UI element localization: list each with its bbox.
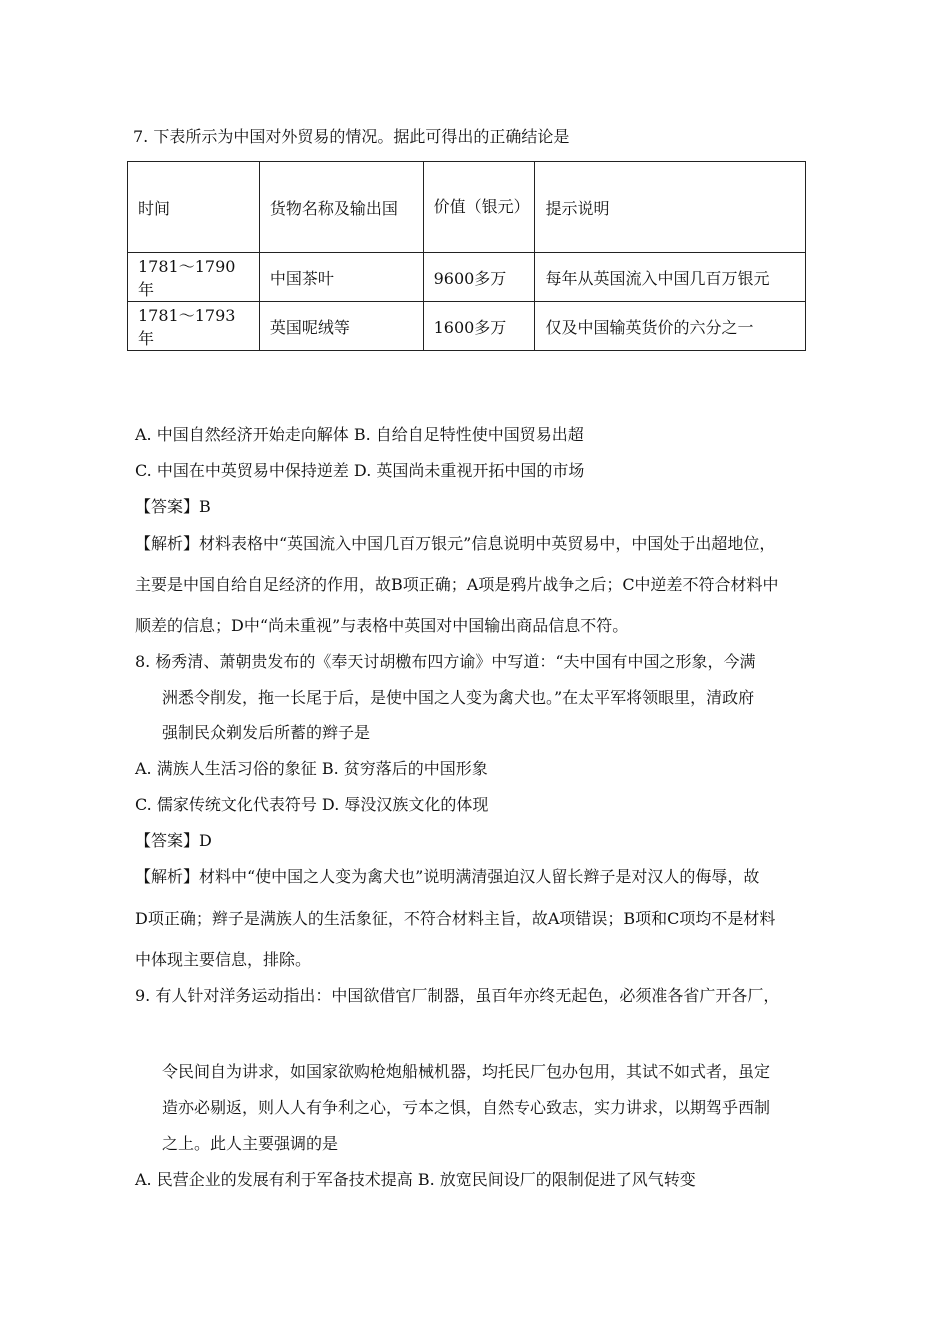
- q9-stem-line: 9. 有人针对洋务运动指出：中国欲借官厂制器，虽百年亦终无起色，必须准各省广开各厂，: [135, 986, 780, 1005]
- q8-stem-line: 洲悉令削发，拖一长尾于后，是使中国之人变为禽犬也。”在太平军将领眼里，清政府: [162, 688, 755, 707]
- table-cell: 1781～1793年: [128, 302, 260, 351]
- table-row: [128, 302, 806, 351]
- q8-stem-line: 强制民众剃发后所蓄的辫子是: [162, 723, 371, 742]
- table-cell: 中国茶叶: [259, 253, 423, 302]
- q9-stem-line: 之上。此人主要强调的是: [162, 1134, 339, 1153]
- q7-options-ab: A. 中国自然经济开始走向解体 B. 自给自足特性使中国贸易出超: [135, 425, 584, 444]
- header-cell-time: 时间: [128, 162, 260, 253]
- q7-options-cd: C. 中国在中英贸易中保持逆差 D. 英国尚未重视开拓中国的市场: [135, 461, 585, 480]
- q8-analysis-line: 【解析】材料中“使中国之人变为禽犬也”说明满清强迫汉人留长辫子是对汉人的侮辱，故: [135, 867, 760, 886]
- q7-analysis-line: 顺差的信息；D中“尚未重视”与表格中英国对中国输出商品信息不符。: [135, 616, 629, 635]
- header-cell-goods: 货物名称及输出国: [259, 162, 423, 253]
- q8-analysis-line: 中体现主要信息，排除。: [135, 950, 312, 969]
- table-cell: 1600多万: [423, 302, 535, 351]
- table-header-row: [128, 162, 806, 253]
- table-row: [128, 253, 806, 302]
- table-cell: 9600多万: [423, 253, 535, 302]
- q7-analysis-line: 主要是中国自给自足经济的作用，故B项正确；A项是鸦片战争之后；C中逆差不符合材料中: [135, 575, 779, 594]
- q7-analysis-line: 【解析】材料表格中“英国流入中国几百万银元”信息说明中英贸易中，中国处于出超地位，: [135, 534, 776, 553]
- q8-answer: 【答案】D: [135, 831, 212, 850]
- table-cell: 英国呢绒等: [259, 302, 423, 351]
- q8-options-cd: C. 儒家传统文化代表符号 D. 辱没汉族文化的体现: [135, 795, 489, 814]
- q8-options-ab: A. 满族人生活习俗的象征 B. 贫穷落后的中国形象: [135, 759, 488, 778]
- q9-stem-line: 造亦必剔返，则人人有争利之心，亏本之惧，自然专心致志，实力讲求，以期驾乎西制: [162, 1098, 771, 1117]
- table-cell: 仅及中国输英货价的六分之一: [535, 302, 806, 351]
- q9-stem-line: 令民间自为讲求，如国家欲购枪炮船械机器，均托民厂包办包用，其试不如式者，虽定: [162, 1062, 771, 1081]
- q7-answer: 【答案】B: [135, 497, 211, 516]
- trade-table: [127, 161, 806, 351]
- header-cell-note: 提示说明: [535, 162, 806, 253]
- header-cell-value: 价值（银元）: [423, 162, 535, 253]
- q8-analysis-line: D项正确；辫子是满族人的生活象征，不符合材料主旨，故A项错误；B项和C项均不是材料: [135, 909, 776, 928]
- table-cell: 每年从英国流入中国几百万银元: [535, 253, 806, 302]
- table-cell: 1781～1790年: [128, 253, 260, 302]
- q9-options-ab: A. 民营企业的发展有利于军备技术提高 B. 放宽民间设厂的限制促进了风气转变: [135, 1170, 696, 1189]
- q7-stem: 7. 下表所示为中国对外贸易的情况。据此可得出的正确结论是: [133, 127, 570, 146]
- q8-stem-line: 8. 杨秀清、萧朝贵发布的《奉天讨胡檄布四方谕》中写道：“夫中国有中国之形象，今满: [135, 652, 756, 671]
